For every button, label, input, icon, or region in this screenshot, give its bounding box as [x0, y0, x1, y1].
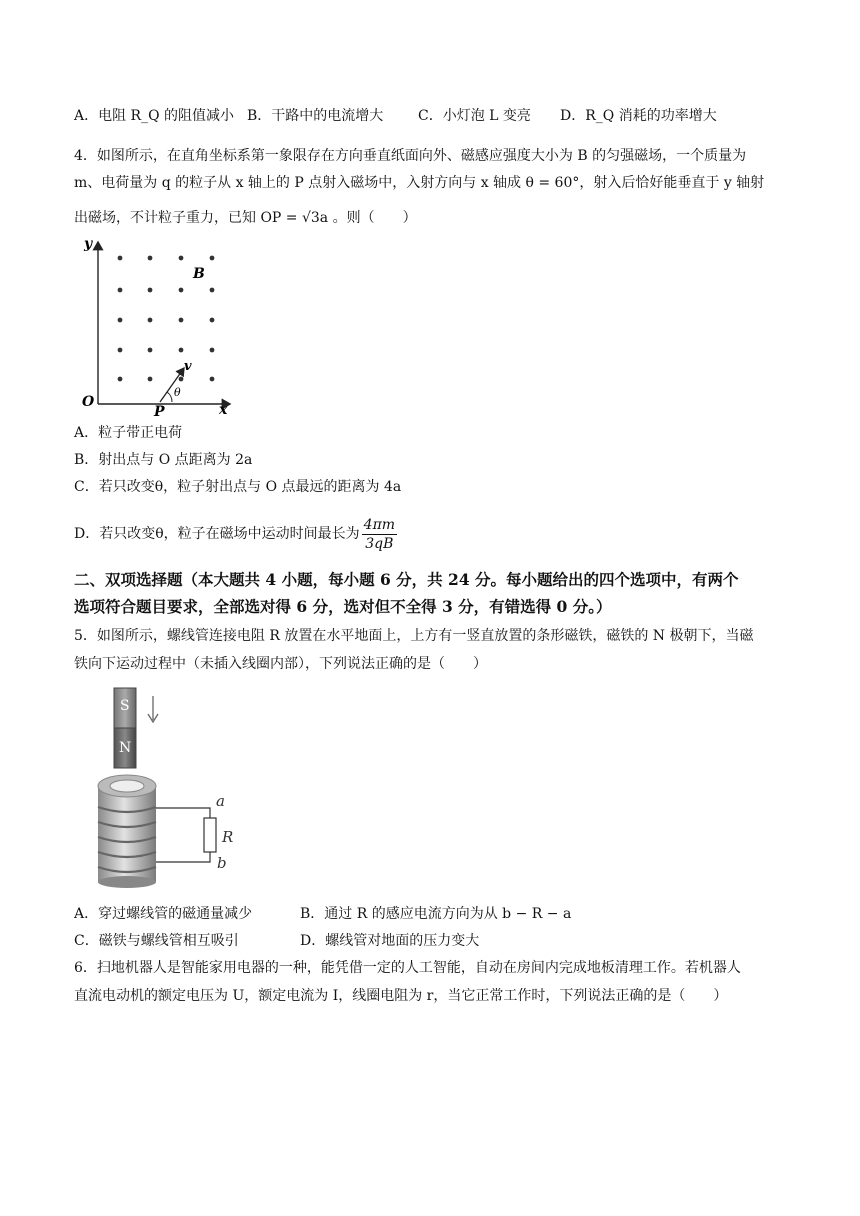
section-2-heading-line-1: 二、双项选择题（本大题共 4 小题，每小题 6 分，共 24 分。每小题给出的四个选项中，有两个 [74, 570, 739, 589]
terminal-b-label: b [217, 854, 227, 872]
resistor-r-label: R [222, 828, 234, 846]
q5-option-c: C．磁铁与螺线管相互吸引 [74, 933, 239, 949]
velocity-label: v [184, 359, 192, 374]
q4-magnetic-field-figure [80, 236, 240, 418]
q5-stem-line-1: 5．如图所示，螺线管连接电阻 R 放置在水平地面上，上方有一竖直放置的条形磁铁，磁铁的 N 极朝下，当磁 [74, 628, 754, 644]
q4-figure-labels [82, 236, 228, 418]
fraction-numerator: 4πm [363, 516, 396, 533]
field-b-label: B [193, 266, 205, 282]
q3-option-c: C．小灯泡 L 变亮 [418, 108, 531, 124]
q4-option-a: A．粒子带正电荷 [74, 425, 183, 441]
x-axis-label: x [219, 402, 228, 418]
q3-option-a: A．电阻 R_Q 的阻值减小 [74, 108, 235, 124]
q5-option-a: A．穿过螺线管的磁通量减少 [74, 906, 253, 922]
q4-option-d-fraction [362, 516, 397, 553]
q3-option-b: B．干路中的电流增大 [247, 108, 384, 124]
y-axis-label: y [84, 236, 93, 252]
q4-stem-line-3: 出磁场，不计粒子重力，已知 OP = √3a 。则（ ） [74, 210, 417, 226]
section-2-heading-line-2: 选项符合题目要求，全部选对得 6 分，选对但不全得 3 分，有错选得 0 分。） [74, 597, 612, 616]
point-p-label: P [154, 404, 165, 418]
origin-label: O [82, 394, 95, 410]
q4-option-b: B．射出点与 O 点距离为 2a [74, 452, 253, 468]
magnet-n-label: N [119, 740, 132, 756]
q4-option-c: C．若只改变θ，粒子射出点与 O 点最远的距离为 4a [74, 479, 402, 495]
q3-option-d: D．R_Q 消耗的功率增大 [560, 108, 717, 124]
q5-stem-line-2: 铁向下运动过程中（未插入线圈内部），下列说法正确的是（ ） [74, 656, 487, 672]
fraction-denominator: 3qB [365, 535, 394, 552]
terminal-a-label: a [216, 792, 225, 810]
magnet-s-label: S [120, 698, 130, 714]
q6-stem-line-2: 直流电动机的额定电压为 U，额定电流为 I，线圈电阻为 r，当它正常工作时，下列说法正确的是（ ） [74, 988, 728, 1004]
q6-stem-line-1: 6．扫地机器人是智能家用电器的一种，能凭借一定的人工智能，自动在房间内完成地板清理工作。若机器人 [74, 960, 741, 976]
q4-stem-line-2: m、电荷量为 q 的粒子从 x 轴上的 P 点射入磁场中，入射方向与 x 轴成 θ = 60°，射入后恰好能垂直于 y 轴射 [74, 175, 765, 191]
q5-option-b: B．通过 R 的感应电流方向为从 b − R − a [300, 906, 572, 922]
q4-stem-line-1: 4．如图所示，在直角坐标系第一象限存在方向垂直纸面向外、磁感应强度大小为 B 的匀强磁场，一个质量为 [74, 148, 747, 164]
q4-option-d [74, 514, 397, 554]
q5-solenoid-magnet-figure [90, 686, 250, 888]
q4-option-d-text: D．若只改变θ，粒子在磁场中运动时间最长为 [74, 526, 360, 542]
q5-option-d: D．螺线管对地面的压力变大 [300, 933, 480, 949]
theta-label: θ [174, 386, 181, 399]
